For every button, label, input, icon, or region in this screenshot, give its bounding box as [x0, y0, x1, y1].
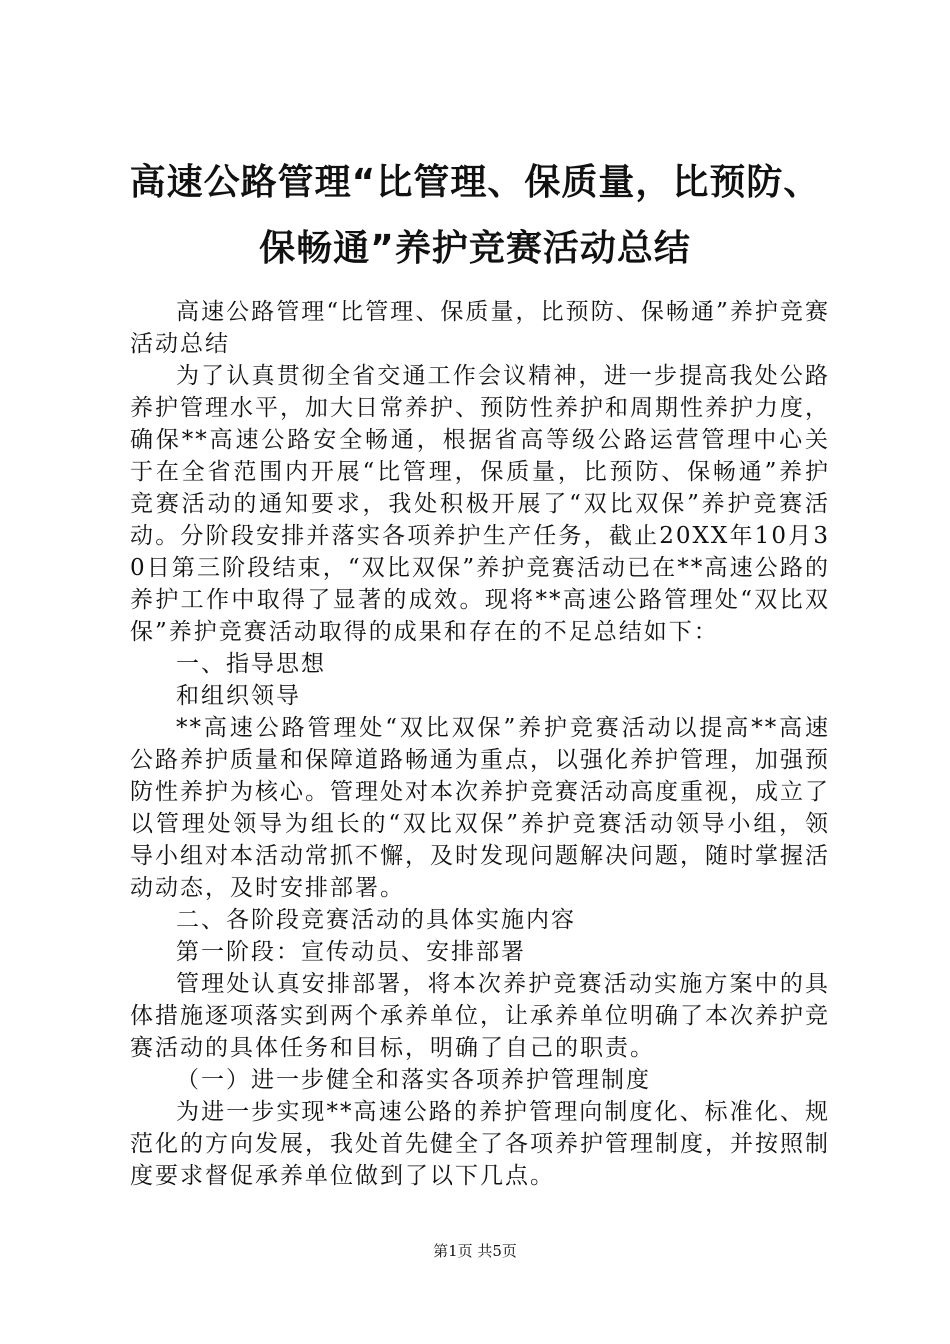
section-heading-1-cont: 和组织领导 [176, 683, 301, 709]
page-number-footer: 第1页 共5页 [433, 1242, 517, 1260]
paragraph-stage-1: 管理处认真安排部署，将本次养护竞赛活动实施方案中的具体措施逐项落实到两个承养单位，让承养单位明确了本次养护竞赛活动的具体任务和目标，明确了自己的职责。 [130, 971, 830, 1061]
section-heading-2: 二、各阶段竞赛活动的具体实施内容 [176, 907, 576, 933]
paragraph-subtitle: 高速公路管理“比管理、保质量，比预防、保畅通”养护竞赛活动总结 [130, 299, 830, 357]
paragraph-system: 为进一步实现**高速公路的养护管理向制度化、标准化、规范化的方向发展，我处首先健全了各项养护管理制度，并按照制度要求督促承养单位做到了以下几点。 [130, 1099, 830, 1189]
paragraph-leadership: **高速公路管理处“双比双保”养护竞赛活动以提高**高速公路养护质量和保障道路畅通为重点，以强化养护管理，加强预防性养护为核心。管理处对本次养护竞赛活动高度重视，成立了以管理处领导为组长的“双比双保”养护竞赛活动领导小组，领导小组对本活动常抓不懈，及时发现问题解决问题，随时掌握活动动态，及时安排部署。 [130, 715, 830, 901]
stage-heading-1: 第一阶段：宣传动员、安排部署 [176, 939, 526, 965]
paragraph-intro: 为了认真贯彻全省交通工作会议精神，进一步提高我处公路养护管理水平，加大日常养护、预防性养护和周期性养护力度，确保**高速公路安全畅通，根据省高等级公路运营管理中心关于在全省范围内开展“比管理，保质量，比预防、保畅通”养护竞赛活动的通知要求，我处积极开展了“双比双保”养护竞赛活动。分阶段安排并落实各项养护生产任务，截止20XX年10月30日第三阶段结束，“双比双保”养护竞赛活动已在**高速公路的养护工作中取得了显著的成效。现将**高速公路管理处“双比双保”养护竞赛活动取得的成果和存在的不足总结如下： [130, 363, 830, 645]
document-title: 高速公路管理“比管理、保质量，比预防、保畅通”养护竞赛活动总结 [129, 162, 821, 269]
document-body [130, 296, 830, 1192]
subsection-heading-1: （一）进一步健全和落实各项养护管理制度 [176, 1067, 651, 1093]
section-heading-1: 一、指导思想 [176, 651, 326, 677]
